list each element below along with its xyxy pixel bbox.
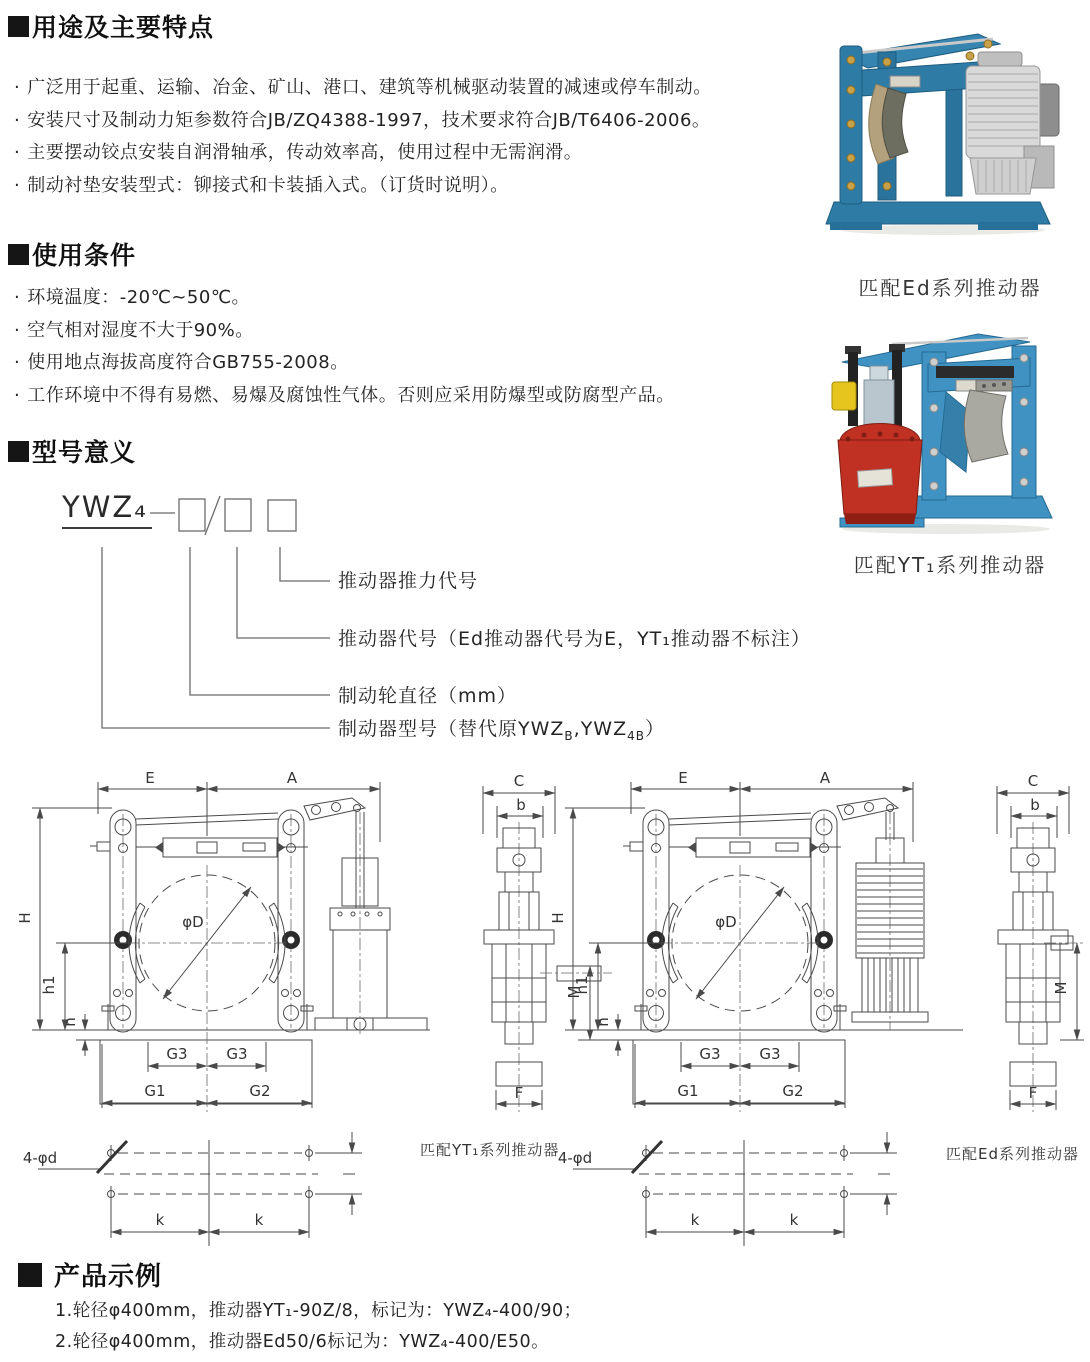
bullet-text: 主要摆动铰点安装自润滑轴承，传动效率高，使用过程中无需润滑。 xyxy=(27,142,583,163)
list-item xyxy=(14,137,712,170)
yt1-thruster-drawing xyxy=(315,812,427,1034)
list-item xyxy=(14,72,712,105)
side-view-right xyxy=(997,772,1069,1112)
bullet-dot: · xyxy=(14,319,21,341)
side-view-left xyxy=(483,772,555,1112)
heading-square-icon xyxy=(18,1263,42,1287)
list-item xyxy=(14,105,712,138)
technical-drawings xyxy=(0,755,1090,1255)
bullet-text: 工作环境中不得有易燃、易爆及腐蚀性气体。否则应采用防爆型或防腐型产品。 xyxy=(27,384,675,406)
front-view-left xyxy=(90,798,430,1104)
heading-square-icon xyxy=(8,16,29,37)
drawing-caption-yt1: 匹配YT₁系列推动器 xyxy=(420,1141,560,1159)
heading-square-icon xyxy=(8,244,29,265)
dim-label-M: M xyxy=(1052,981,1070,995)
heading-square-icon xyxy=(8,441,29,462)
ed-brake-illustration xyxy=(826,34,1059,235)
shaft-m-dim-right xyxy=(1044,936,1084,1040)
model-meaning-heading xyxy=(8,433,136,469)
features-bullet-list xyxy=(14,72,712,202)
list-item xyxy=(14,315,675,348)
bullet-dot: · xyxy=(14,174,21,196)
model-code: YWZ₄ xyxy=(62,490,152,529)
yt1-brake-photo xyxy=(828,322,1064,537)
features-heading-text: 用途及主要特点 xyxy=(32,13,215,42)
bullet-text: 制动衬垫安装型式：铆接式和卡装插入式。（订货时说明）。 xyxy=(27,174,509,196)
ed-thruster-drawing xyxy=(852,812,928,1030)
yt1-photo-caption: 匹配YT₁系列推动器 xyxy=(853,553,1047,577)
drawing-caption-ed: 匹配Ed系列推动器 xyxy=(946,1145,1079,1163)
bullet-text: 环境温度：-20℃~50℃。 xyxy=(27,287,251,308)
examples-list xyxy=(55,1296,582,1358)
base-plate-left xyxy=(23,1132,362,1246)
examples-heading xyxy=(18,1256,162,1293)
bullet-text: 广泛用于起重、运输、冶金、矿山、港口、建筑等机械驱动装置的减速或停车制动。 xyxy=(27,77,712,98)
conditions-heading xyxy=(8,236,136,272)
model-label-thrust-force: 推动器推力代号 xyxy=(338,570,479,592)
bullet-dot: · xyxy=(14,77,21,98)
ed-photo-caption: 匹配Ed系列推动器 xyxy=(858,276,1042,300)
list-item xyxy=(14,170,712,203)
list-item xyxy=(14,282,675,315)
bullet-dot: · xyxy=(14,142,21,163)
bullet-dot: · xyxy=(14,352,21,373)
features-heading xyxy=(8,8,214,44)
model-label-brake-model: 制动器型号（替代原$YWZ_B,YWZ_{4B}$） xyxy=(338,718,665,743)
ed-brake-photo xyxy=(828,26,1064,238)
list-item xyxy=(14,347,675,380)
front-view-left-dims xyxy=(16,769,380,1112)
bullet-dot: · xyxy=(14,287,21,308)
examples-heading-text: 产品示例 xyxy=(54,1262,163,1292)
list-item xyxy=(14,380,675,413)
bullet-text: 空气相对湿度不大于90%。 xyxy=(27,319,254,341)
model-label-wheel-diameter: 制动轮直径（mm） xyxy=(338,685,518,707)
front-view-right xyxy=(623,798,963,1104)
bullet-text: 使用地点海拔高度符合GB755-2008。 xyxy=(27,352,349,373)
front-view-right-dims xyxy=(549,769,913,1112)
yt1-brake-illustration xyxy=(832,334,1052,534)
example-item: 1.轮径φ400mm，推动器YT₁-90Z/8，标记为：YWZ₄-400/90； xyxy=(55,1301,582,1321)
bullet-text: 安装尺寸及制动力矩参数符合JB/ZQ4388-1997，技术要求符合JB/T6406-2006。 xyxy=(27,109,711,131)
example-item: 2.轮径φ400mm，推动器Ed50/6标记为：YWZ₄-400/E50。 xyxy=(55,1332,550,1352)
bullet-dot: · xyxy=(14,384,21,406)
model-label-thruster-code: 推动器代号（Ed推动器代号为E，YT₁推动器不标注） xyxy=(338,628,811,650)
dim-label-M: M xyxy=(565,985,583,999)
conditions-heading-text: 使用条件 xyxy=(32,241,137,270)
base-plate-right xyxy=(558,1132,897,1246)
conditions-bullet-list xyxy=(14,282,675,412)
model-meaning-heading-text: 型号意义 xyxy=(32,438,137,467)
model-code-diagram xyxy=(40,480,920,750)
bullet-dot: · xyxy=(14,109,21,131)
